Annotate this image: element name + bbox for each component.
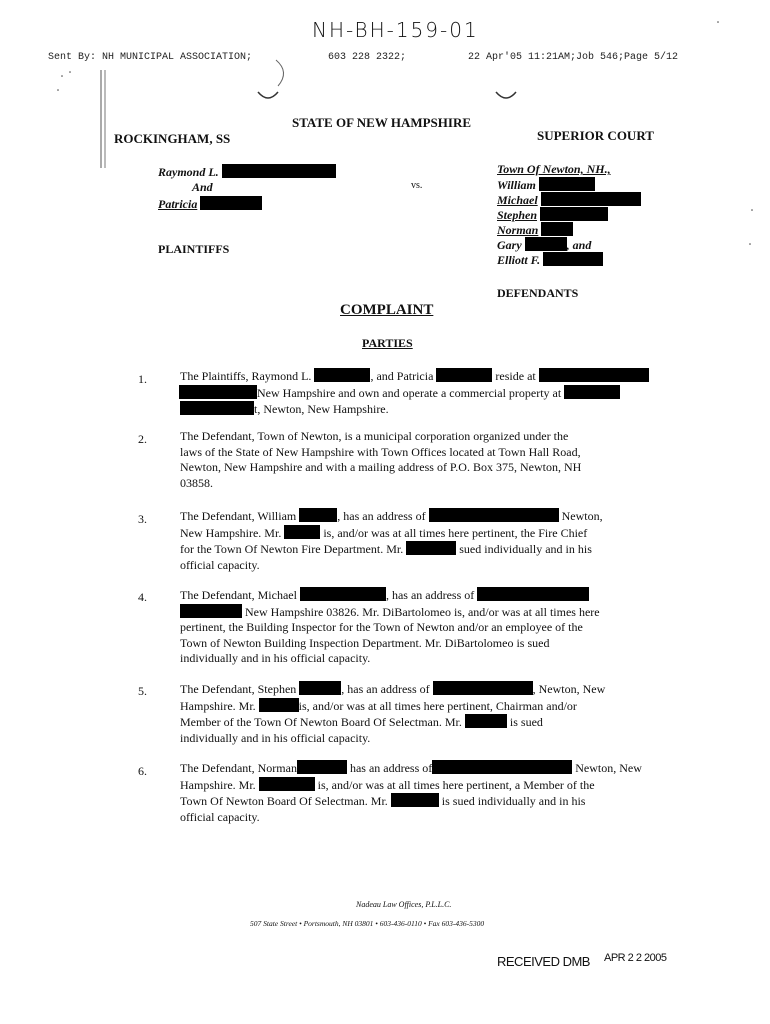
law-firm-name: Nadeau Law Offices, P.L.L.C. [356,900,452,909]
redaction-bar [299,508,337,522]
defendant-name: Stephen [497,208,538,222]
handwritten-document-id: NH-BH-159-01 [312,18,479,42]
plaintiff-line-3 [158,196,262,212]
complaint-heading: COMPLAINT [340,302,434,318]
defendants-label: DEFENDANTS [497,286,579,300]
defendant-name: Michael [497,193,538,207]
paragraph-line: pertinent, the Building Inspector for the Town of Newton and/or an employee of the [180,620,583,634]
paragraph-1 [180,368,700,418]
text-run: Member of the Town Of Newton Board Of Selectman. Mr. [180,715,462,729]
text-run: is, and/or was at all times here pertinent, the Fire Chief [323,525,588,540]
paragraph-5 [180,681,700,746]
text-run: for the Town Of Newton Fire Department. Mr. [180,542,404,556]
paragraph-line: individually and in his official capacity. [180,730,371,745]
paragraph-line [180,681,700,698]
paragraph-line [180,793,700,810]
paragraph-line [180,525,700,542]
paragraph-line [180,760,700,777]
redaction-bar [406,541,456,555]
paragraph-line [180,508,700,525]
paragraph-number: 2. [138,432,147,446]
paragraph-line: The Defendant, Town of Newton, is a municipal corporation organized under the [180,429,569,443]
redaction-bar [539,177,595,191]
redaction-bar [299,681,341,695]
defendant-line-1: Town Of Newton, NH., [497,162,611,176]
redaction-bar [436,368,492,382]
redaction-bar [465,714,507,728]
redaction-bar [539,368,649,382]
redaction-bar [314,368,370,382]
text-run: The Defendant, Norman [180,761,297,775]
paragraph-line [180,777,700,794]
redaction-bar [391,793,439,807]
received-stamp: RECEIVED DMB [497,954,590,969]
redaction-bar [297,760,347,774]
plaintiff-name-1: Raymond L. [158,165,219,179]
county-label: ROCKINGHAM, SS [114,131,231,146]
paragraph-line [180,368,700,385]
text-run: Hampshire. Mr. [180,698,256,713]
document-title: STATE OF NEW HAMPSHIRE [292,115,472,130]
paragraph-line [180,385,700,402]
text-run: The Defendant, Stephen [180,682,297,696]
paragraph-2 [180,429,700,491]
plaintiff-name-2: Patricia [158,197,198,211]
redaction-bar [200,196,262,210]
text-run: The Defendant, William [180,509,297,523]
court-label: SUPERIOR COURT [537,128,654,143]
redaction-bar [432,760,572,774]
law-firm-address: 507 State Street • Portsmouth, NH 03801 • 603-436-0110 • Fax 603-436-5300 [250,919,485,928]
received-stamp-date: APR 2 2 2005 [604,952,667,964]
paragraph-line: individually and in his official capacity. [180,651,371,665]
text-run: has an address of [349,761,433,775]
redaction-bar [564,385,620,399]
text-run: , has an address of [385,588,475,602]
text-run: Hampshire. Mr. [180,777,256,792]
parties-heading: PARTIES [362,336,413,350]
paragraph-line [180,714,700,731]
paragraph-number: 3. [138,512,147,526]
text-run: , Newton, New [532,682,606,696]
paragraph-line: official capacity. [180,557,260,572]
text-run: is, and/or was at all times here pertinent, a Member of the [317,777,595,792]
paragraph-line: official capacity. [180,809,260,824]
paragraph-number: 5. [138,684,147,698]
redaction-bar [541,222,573,236]
defendant-line-2 [497,177,595,193]
text-run: , has an address of [337,509,426,523]
defendant-line-3 [497,192,641,208]
plaintiff-line-2: And [192,180,213,194]
redaction-bar [540,207,608,221]
text-run: is sued individually and in his [441,794,586,808]
fax-date-job-page: 22 Apr'05 11:21AM;Job 546;Page 5/12 [468,52,679,63]
paragraph-6 [180,760,700,825]
text-run: The Plaintiffs, Raymond L. [180,369,312,383]
redaction-bar [180,401,254,415]
text-run: Newton, [561,509,603,523]
paragraph-line [180,401,700,418]
redaction-bar [525,237,567,251]
redaction-bar [429,508,559,522]
fax-sent-by: Sent By: NH MUNICIPAL ASSOCIATION; [48,52,253,63]
paragraph-line [180,698,700,715]
defendant-line-4 [497,207,608,223]
paragraph-number: 6. [138,764,147,778]
paragraph-line: Town of Newton Building Inspection Department. Mr. DiBartolomeo is sued [180,635,550,650]
redaction-bar [433,681,533,695]
redaction-bar [222,164,336,178]
redaction-bar [541,192,641,206]
text-run: Newton, New [575,761,642,775]
redaction-bar [284,525,320,539]
text-run: The Defendant, Michael [180,588,297,602]
paragraph-number: 4. [138,590,147,604]
paragraph-number: 1. [138,372,147,386]
text-run: is sued [509,715,543,729]
redaction-bar [477,587,589,601]
defendant-line-6 [497,237,591,253]
paragraph-line [180,604,700,621]
text-run: , and Patricia [370,369,434,383]
defendant-name: William [497,178,536,192]
defendant-name-suffix: , and [566,238,592,252]
redaction-bar [543,252,603,266]
defendant-name: Gary [497,238,522,252]
paragraph-4 [180,587,700,667]
defendant-line-7 [497,252,603,268]
redaction-bar [300,587,386,601]
text-run: New Hampshire 03826. Mr. DiBartolomeo is, and/or was at all times here [245,604,600,619]
text-run: reside at [495,369,536,383]
paragraph-line: laws of the State of New Hampshire with Town Offices located at Town Hall Road, [180,444,581,459]
paragraph-line [180,587,700,604]
plaintiff-line-1 [158,164,336,180]
redaction-bar [259,698,299,712]
text-run: sued individually and in his [459,542,592,556]
paragraph-line: 03858. [180,475,213,490]
paragraph-line [180,541,700,558]
paragraph-line: Newton, New Hampshire and with a mailing address of P.O. Box 375, Newton, NH [180,460,582,474]
text-run: is, and/or was at all times here pertinent, Chairman and/or [298,698,577,713]
defendant-line-5 [497,222,573,238]
redaction-bar [259,777,315,791]
redaction-bar [179,385,257,399]
defendant-name: Norman [497,223,539,237]
redaction-bar [180,604,242,618]
paragraph-3 [180,508,700,573]
fax-phone: 603 228 2322; [328,52,407,63]
plaintiffs-label: PLAINTIFFS [158,242,230,256]
text-run: New Hampshire and own and operate a commercial property at [257,385,562,400]
text-run: Town Of Newton Board Of Selectman. Mr. [180,794,388,808]
defendant-name: Elliott F. [497,253,541,267]
text-run: t, Newton, New Hampshire. [254,402,389,416]
text-run: , has an address of [341,682,430,696]
versus-label: vs. [411,180,423,191]
text-run: New Hampshire. Mr. [180,525,282,540]
